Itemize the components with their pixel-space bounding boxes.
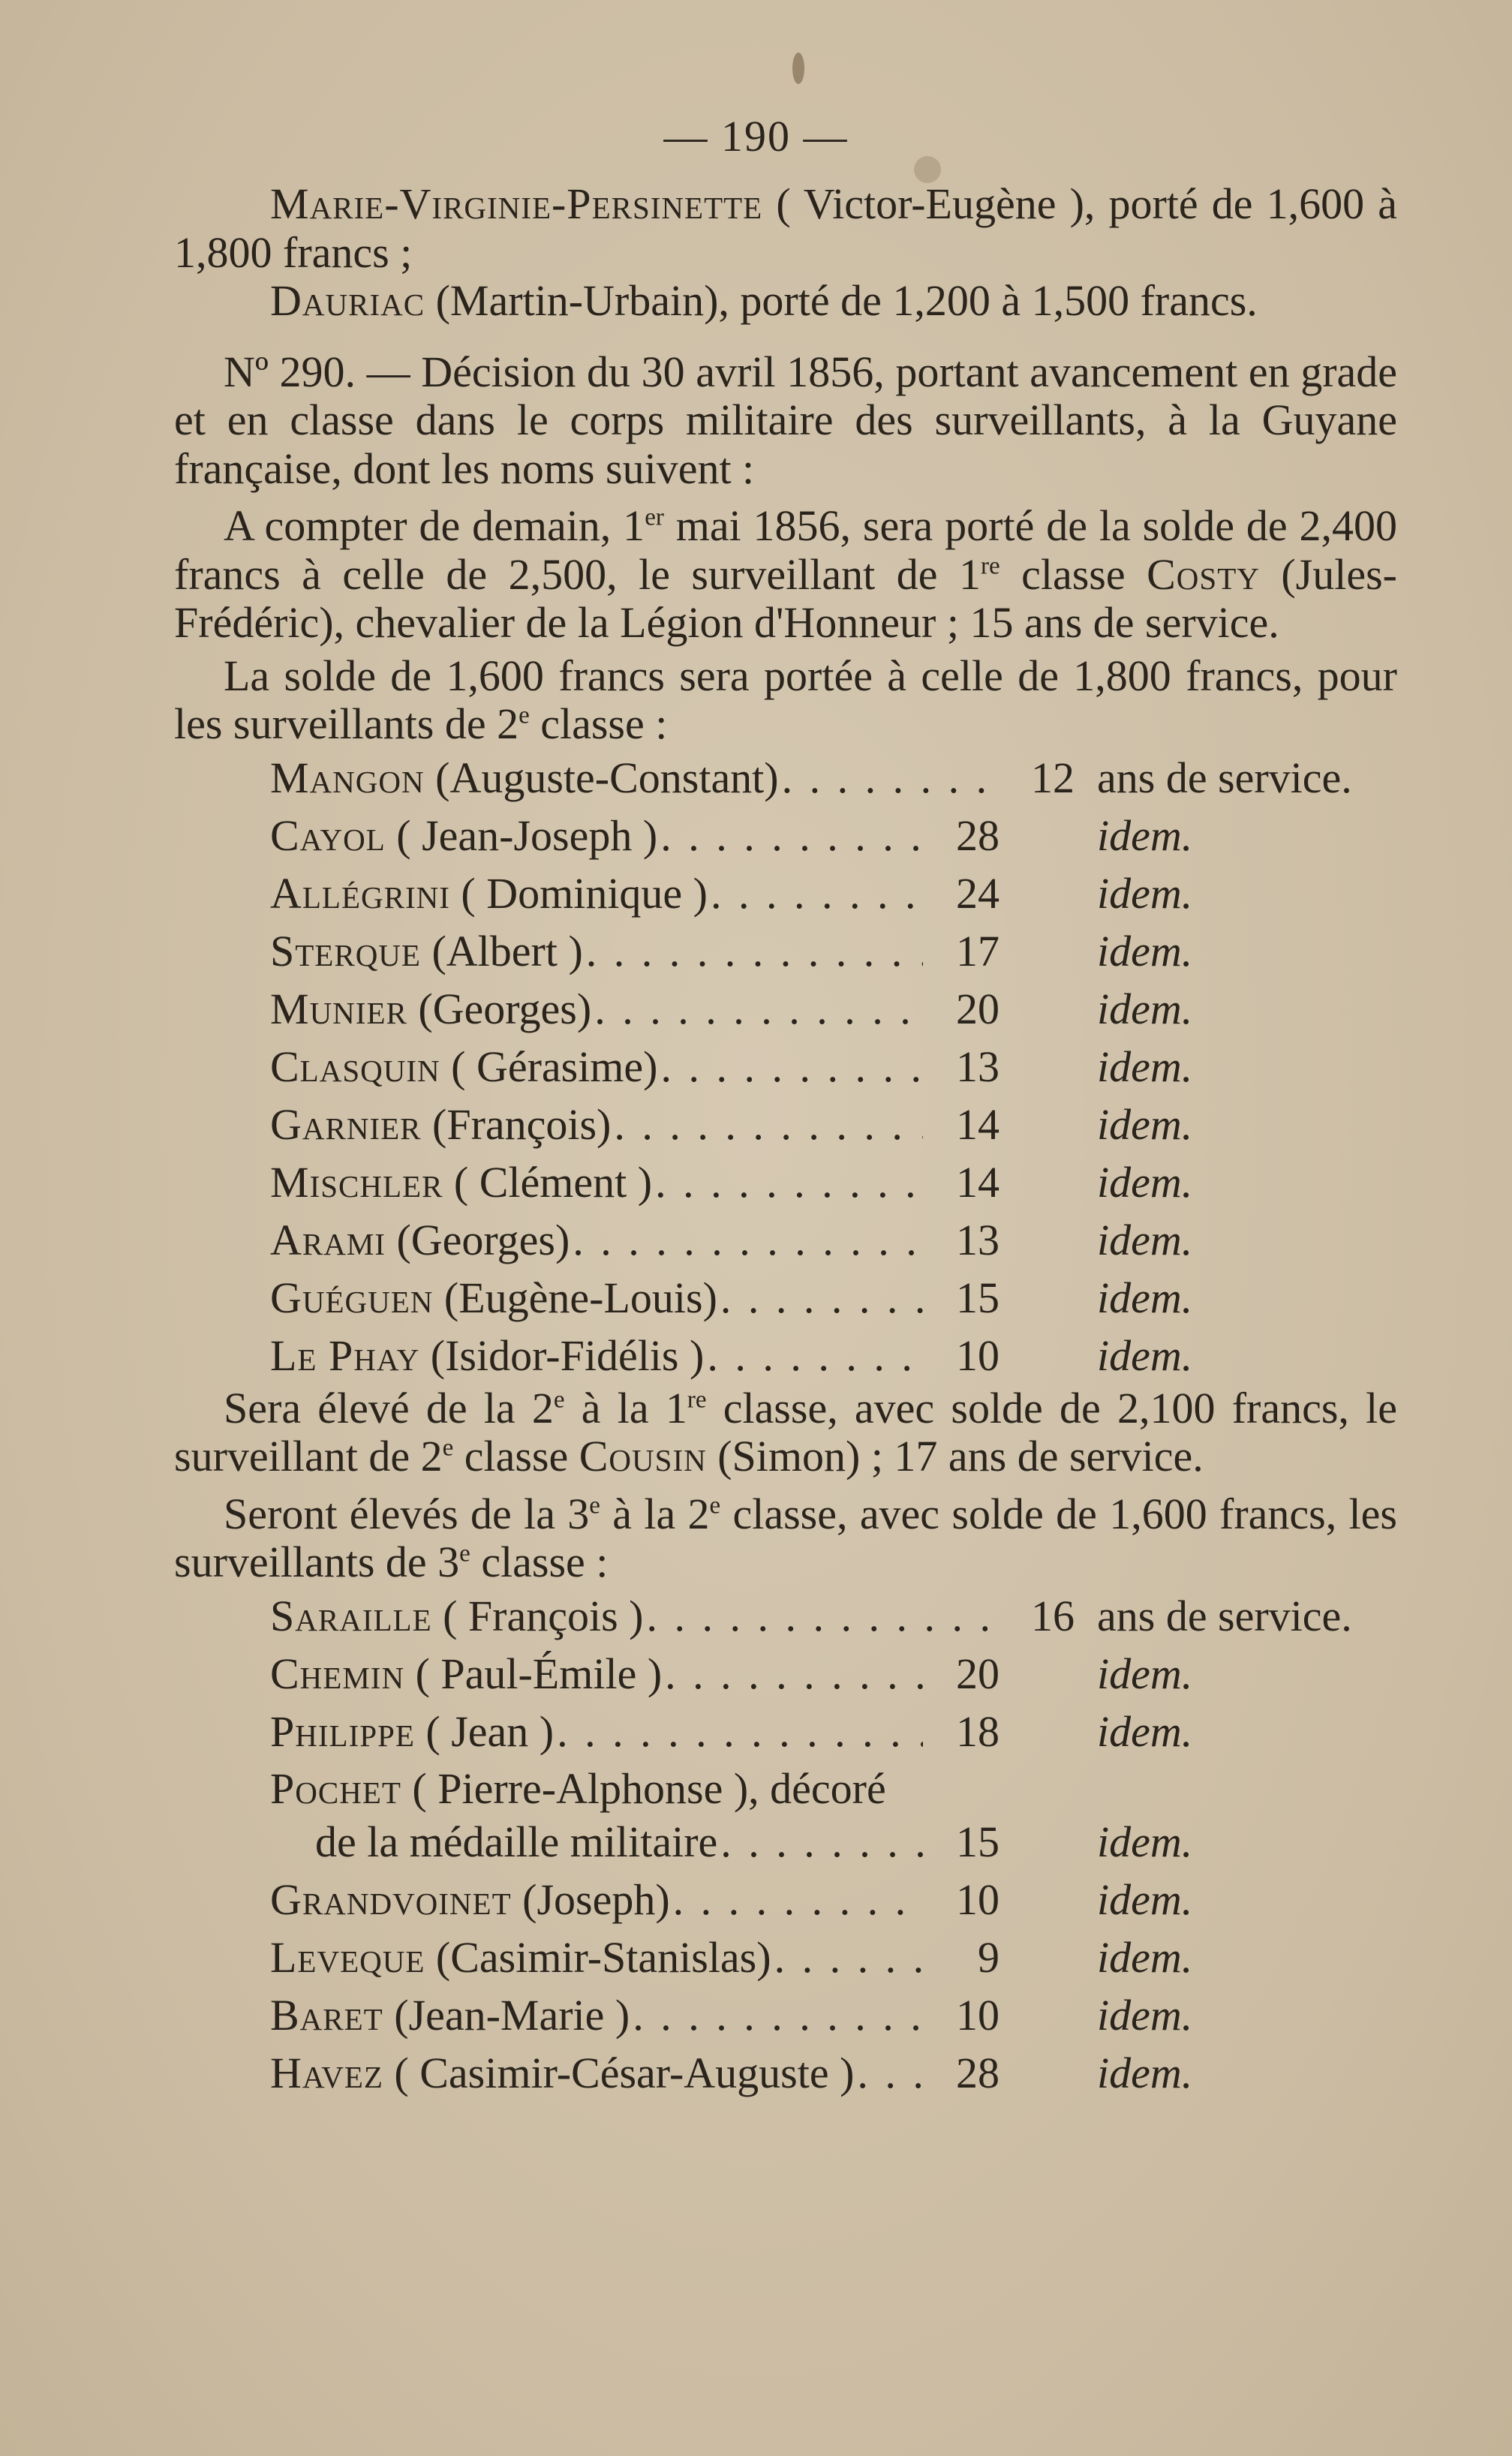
given-names: (Jean-Marie ) xyxy=(383,1990,630,2040)
service-note: idem. xyxy=(1097,1932,1193,1982)
years-of-service: 10 xyxy=(956,1990,999,2040)
decoration-note: de la médaille militaire xyxy=(315,1817,718,1866)
list-item xyxy=(270,1153,1397,1211)
surname: Cayol xyxy=(270,810,386,860)
service-note: idem. xyxy=(1097,1817,1193,1866)
given-names: (Georges) xyxy=(407,984,592,1033)
superscript: re xyxy=(981,552,1000,580)
years-of-service: 10 xyxy=(956,1330,999,1380)
service-note: idem. xyxy=(1097,1157,1193,1207)
service-note: idem. xyxy=(1097,1215,1193,1264)
text-run: classe, avec solde de 1,600 francs, les surveillants de 3 xyxy=(174,1489,1397,1586)
years-of-service: 15 xyxy=(956,1273,999,1322)
given-names: ( Paul-Émile ) xyxy=(404,1649,663,1698)
service-note: idem. xyxy=(1097,1330,1193,1380)
given-names: (Georges) xyxy=(385,1215,570,1264)
given-names: ( Clément ) xyxy=(443,1157,653,1207)
text-run: mai 1856, sera porté de la solde de 2,400 francs à celle de 2,500, le surveillant de 1 xyxy=(174,501,1397,599)
dot-leader xyxy=(586,922,923,980)
paragraph-cousin xyxy=(174,1384,1397,1481)
surname: Arami xyxy=(270,1215,386,1264)
years-of-service: 28 xyxy=(956,2048,999,2097)
given-names: (Casimir-Stanislas) xyxy=(425,1932,771,1982)
years-of-service: 9 xyxy=(978,1932,999,1982)
surname: Havez xyxy=(270,2048,383,2097)
list-item xyxy=(270,1211,1397,1269)
superscript: e xyxy=(519,702,530,729)
list-item xyxy=(270,1986,1397,2044)
service-note: idem. xyxy=(1097,868,1193,918)
list-item xyxy=(270,1587,1397,1645)
page-body xyxy=(174,180,1397,2102)
surname: Le Phay xyxy=(270,1330,420,1380)
surname: Chemin xyxy=(270,1649,405,1698)
dot-leader xyxy=(782,749,998,807)
dot-leader xyxy=(665,1645,923,1703)
given-names: (Auguste-Constant) xyxy=(424,753,779,802)
years-of-service: 15 xyxy=(956,1817,999,1866)
list-item xyxy=(270,1038,1397,1096)
superscript: re xyxy=(687,1386,707,1414)
given-names: (François) xyxy=(421,1099,612,1149)
dot-leader xyxy=(660,1038,923,1096)
surname: Grandvoinet xyxy=(270,1874,512,1924)
surname: Leveque xyxy=(270,1932,425,1982)
surname: Garnier xyxy=(270,1099,422,1149)
given-names: ( Dominique ) xyxy=(449,868,708,918)
text-run: La solde de 1,600 francs sera portée à celle de 1,800 francs, pour les surveillants de 2 xyxy=(174,651,1397,748)
list-item-pochet xyxy=(270,1765,1397,1813)
entry-text: (Martin-Urbain), porté de 1,200 à 1,500 francs. xyxy=(425,276,1258,325)
surname: Clasquin xyxy=(270,1042,440,1091)
text-run: à la 2 xyxy=(600,1489,710,1538)
surname: Marie-Virginie-Persinette xyxy=(270,179,763,228)
years-of-service: 14 xyxy=(956,1099,999,1149)
service-note: ans de service. xyxy=(1097,1591,1352,1640)
text-run: A compter de demain, 1 xyxy=(224,501,645,550)
dot-leader xyxy=(673,1871,923,1928)
dot-leader xyxy=(774,1928,923,1986)
list-item xyxy=(270,749,1397,807)
service-note: idem. xyxy=(1097,1706,1193,1756)
surname: Costy xyxy=(1147,549,1260,599)
service-note: idem. xyxy=(1097,1990,1193,2040)
service-note: idem. xyxy=(1097,926,1193,975)
surname: Baret xyxy=(270,1990,383,2040)
given-names: (Eugène-Louis) xyxy=(433,1273,717,1322)
service-note: idem. xyxy=(1097,2048,1193,2097)
dot-leader xyxy=(857,2044,923,2102)
text-run: classe, avec solde de 2,100 francs, le surveillant de 2 xyxy=(174,1383,1397,1481)
given-names: (Albert ) xyxy=(420,926,583,975)
surname: Dauriac xyxy=(270,276,425,325)
superscript: e xyxy=(442,1434,454,1462)
paragraph-second-class xyxy=(174,652,1397,749)
years-of-service: 17 xyxy=(956,926,999,975)
years-of-service: 13 xyxy=(956,1215,999,1264)
list-item xyxy=(270,1327,1397,1384)
service-note: idem. xyxy=(1097,1099,1193,1149)
dot-leader xyxy=(711,864,923,922)
dot-leader xyxy=(707,1327,923,1384)
surname: Guéguen xyxy=(270,1273,434,1322)
service-note: idem. xyxy=(1097,1649,1193,1698)
dot-leader xyxy=(594,980,923,1038)
surname: Pochet xyxy=(270,1763,401,1813)
service-note: ans de service. xyxy=(1097,753,1352,802)
text-run: Seront élevés de la 3 xyxy=(224,1489,590,1538)
dot-leader xyxy=(655,1153,923,1211)
given-names: ( Pierre-Alphonse ), décoré xyxy=(401,1763,886,1813)
dot-leader xyxy=(557,1703,923,1760)
superscript: e xyxy=(589,1492,600,1520)
text-run: classe : xyxy=(529,699,668,748)
list-item xyxy=(270,922,1397,980)
years-of-service: 20 xyxy=(956,1649,999,1698)
given-names: ( François ) xyxy=(431,1591,644,1640)
paragraph-costy xyxy=(174,502,1397,648)
list-item-continuation xyxy=(270,1813,1397,1871)
years-of-service: 10 xyxy=(956,1874,999,1924)
list-item xyxy=(270,1096,1397,1153)
surveillant-list-2 xyxy=(270,1587,1397,2102)
superscript: e xyxy=(709,1492,721,1520)
surveillant-list-1 xyxy=(270,749,1397,1384)
list-item xyxy=(270,1871,1397,1928)
text-run: classe xyxy=(999,549,1147,599)
surname: Sterque xyxy=(270,926,421,975)
service-note: idem. xyxy=(1097,984,1193,1033)
given-names: (Joseph) xyxy=(511,1874,670,1924)
years-of-service: 18 xyxy=(956,1706,999,1756)
list-item xyxy=(270,1703,1397,1760)
list-item xyxy=(270,864,1397,922)
paragraph-third-class xyxy=(174,1490,1397,1587)
given-names: ( Gérasime) xyxy=(440,1042,658,1091)
dot-leader xyxy=(660,807,923,864)
surname: Allégrini xyxy=(270,868,450,918)
list-item xyxy=(270,807,1397,864)
given-names: (Isidor-Fidélis ) xyxy=(419,1330,705,1380)
dot-leader xyxy=(720,1269,923,1327)
text-run: (Jules-Frédéric), chevalier de la Légion d'Honneur ; 15 ans de service. xyxy=(174,549,1397,647)
years-of-service: 14 xyxy=(956,1157,999,1207)
dot-leader xyxy=(720,1813,923,1871)
years-of-service: 28 xyxy=(956,810,999,860)
dot-leader xyxy=(646,1587,998,1645)
text-run: (Simon) ; 17 ans de service. xyxy=(706,1432,1204,1481)
surname: Mangon xyxy=(270,753,425,802)
entry-dauriac xyxy=(174,277,1397,326)
dot-leader xyxy=(633,1986,923,2044)
surname: Cousin xyxy=(579,1432,707,1481)
service-note: idem. xyxy=(1097,1874,1193,1924)
service-note: idem. xyxy=(1097,1273,1193,1322)
dot-leader xyxy=(573,1211,923,1269)
dot-leader xyxy=(614,1096,923,1153)
given-names: ( Jean-Joseph ) xyxy=(385,810,658,860)
superscript: er xyxy=(645,504,664,531)
list-item xyxy=(270,1269,1397,1327)
text-run: classe : xyxy=(470,1538,609,1586)
entry-marie-virginie xyxy=(174,180,1397,277)
surname: Mischler xyxy=(270,1157,443,1207)
text-run: à la 1 xyxy=(564,1383,687,1432)
list-item xyxy=(270,980,1397,1038)
text-run: Sera élevé de la 2 xyxy=(224,1383,554,1432)
service-note: idem. xyxy=(1097,810,1193,860)
superscript: e xyxy=(459,1540,470,1568)
page-number: — 190 — xyxy=(663,112,849,161)
surname: Munier xyxy=(270,984,407,1033)
decision-heading: Nº 290. — Décision du 30 avril 1856, portant avancement en grade et en classe dans le corps militaire des surveillants, à la Guyane française, dont les noms suivent : xyxy=(174,347,1397,493)
years-of-service: 13 xyxy=(956,1042,999,1091)
given-names: ( Jean ) xyxy=(414,1706,555,1756)
given-names: ( Casimir-César-Auguste ) xyxy=(383,2048,855,2097)
service-note: idem. xyxy=(1097,1042,1193,1091)
surname: Philippe xyxy=(270,1706,415,1756)
list-item xyxy=(270,1645,1397,1703)
text-run: classe xyxy=(453,1432,579,1481)
years-of-service: 16 xyxy=(1031,1591,1075,1640)
years-of-service: 20 xyxy=(956,984,999,1033)
list-item xyxy=(270,2044,1397,2102)
entry-text: ( Victor-Eugène ), porté de 1,600 à 1,800 francs ; xyxy=(174,179,1397,277)
years-of-service: 12 xyxy=(1031,753,1075,802)
spacer xyxy=(174,326,1397,348)
years-of-service: 24 xyxy=(956,868,999,918)
list-item xyxy=(270,1928,1397,1986)
superscript: e xyxy=(553,1386,565,1414)
ink-blot xyxy=(792,53,804,84)
surname: Saraille xyxy=(270,1591,432,1640)
